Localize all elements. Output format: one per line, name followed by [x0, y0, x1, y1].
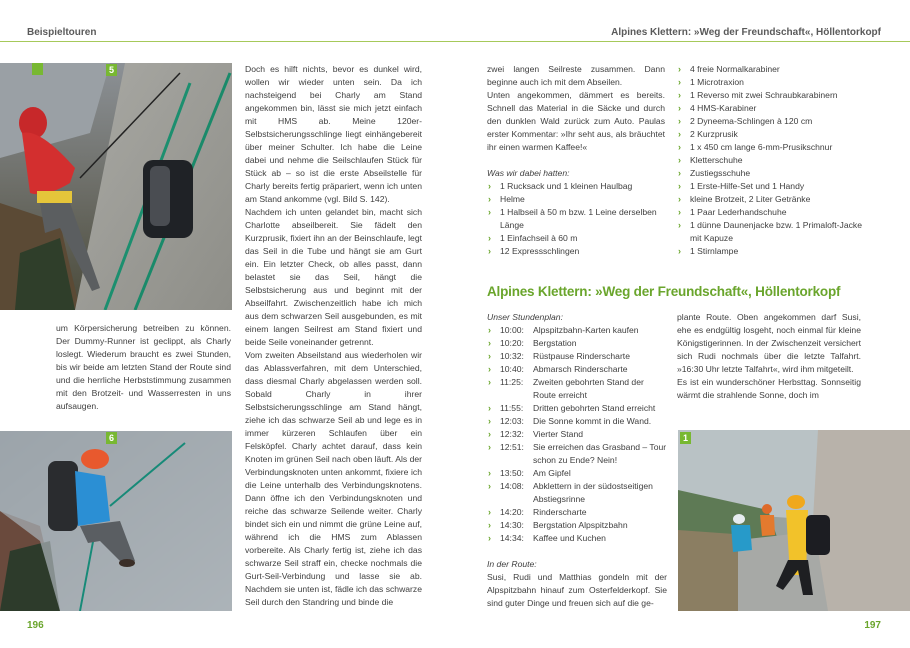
gear-list-part-1 [487, 180, 665, 258]
chevron-right-icon: › [488, 442, 491, 452]
chevron-right-icon: › [678, 181, 681, 191]
chevron-right-icon: › [678, 194, 681, 204]
gear-list-item: › kleine Brotzeit, 2 Liter Getränke [678, 194, 811, 204]
chevron-right-icon: › [488, 207, 491, 217]
body-paragraph: plante Route. Oben angekommen darf Susi, ehe es endgültig losgeht, noch einmal für kleine Königstigerinnen. In der Zwischenzeit versichert sich Rudi nochmals über die letzte Talfahrt. »16:30 Uhr letzte Talfahrt«, wird ihm mitgeteilt. [677, 312, 861, 374]
gear-list-part-2 [677, 63, 862, 258]
body-paragraph: Vom zweiten Abseilstand aus wiederholen wir das Ablassverfahren, mit dem Unterschied, dass diesmal Charly abgelassen werden soll. Sobald Charly in ihrer Selbstsicherungsschlinge am Stand hängt, ziehe ich das schwarze Seil ab und lege es in immer kürzeren Schlaufen über ein Felsköpfel. Charly achtet darauf, dass kein Knoten im grünen Seil nach oben läuft. Als der Verbindungsknoten unten ankommt, fixiere ich die Leine unterhalb des Verbindungsknotens. Dann öffne ich den Verbindungsknoten und reiche das schwarze Seilende weiter. Charly bindet sich ein und nimmt die grüne Leine auf, während ich die HMS zum Ablassen vorbereite. Als Charly fertig ist, ziehe ich das schwarze Seil straff ein, checke nochmals die Gurt-Seil-Verbindung und lasse sie ab. Nachdem sie unten ist, fädle ich das schwarze Seil durch den Standring und binde die [245, 350, 422, 607]
chevron-right-icon: › [488, 468, 491, 478]
gear-list-item: › 1 Rucksack und 1 kleinen Haulbag [488, 181, 633, 191]
chevron-right-icon: › [678, 116, 681, 126]
running-head-right: Alpines Klettern: »Weg der Freundschaft«, Höllentorkopf [611, 27, 881, 38]
schedule-list [487, 324, 667, 545]
right-column-4-lower [677, 311, 861, 402]
chevron-right-icon: › [488, 246, 491, 256]
chevron-right-icon: › [488, 364, 491, 374]
gear-list-item: › 4 HMS-Karabiner [678, 103, 757, 113]
chevron-right-icon: › [678, 129, 681, 139]
chevron-right-icon: › [678, 168, 681, 178]
schedule-heading: Unser Stundenplan: [487, 312, 563, 322]
right-column-4-upper [677, 63, 862, 258]
gear-list-item: › 1 dünne Daunenjacke bzw. 1 Primaloft-Jacke mit Kapuze [678, 220, 862, 243]
body-paragraph: Es ist ein wunderschöner Herbsttag. Sonnseitig wärmt die strahlende Sonne, doch im [677, 377, 861, 400]
photo-image [0, 63, 232, 310]
chevron-right-icon: › [488, 181, 491, 191]
section-title: Alpines Klettern: »Weg der Freundschaft«, Höllentorkopf [487, 284, 841, 299]
chevron-right-icon: › [488, 194, 491, 204]
route-heading: In der Route: [487, 559, 537, 569]
chevron-right-icon: › [488, 325, 491, 335]
photo-climber-red-jacket [0, 63, 232, 310]
gear-list-item: › 1 Paar Lederhandschuhe [678, 207, 787, 217]
header-rule-left [0, 41, 455, 42]
gear-list-item: › 1 Microtraxion [678, 77, 744, 87]
gear-list-item: › 4 freie Normalkarabiner [678, 64, 780, 74]
chevron-right-icon: › [678, 64, 681, 74]
chevron-right-icon: › [488, 520, 491, 530]
right-column-3-upper [487, 63, 665, 258]
chevron-right-icon: › [488, 429, 491, 439]
header-rule-right [455, 41, 910, 42]
chevron-right-icon: › [678, 220, 681, 230]
gear-list-item: › 1 Erste-Hilfe-Set und 1 Handy [678, 181, 805, 191]
schedule-item: › 14:20: Rinderscharte [488, 507, 587, 517]
photo-image [678, 430, 910, 611]
schedule-item: › 11:25: Zweiten gebohrten Stand der Route erreicht [488, 377, 644, 400]
body-paragraph: um Körpersicherung betreiben zu können. Der Dummy-Runner ist geclippt, als Charly loslegt. Wiederum braucht es zwei Stunden, bis wir beide am letzten Stand der Route sind und die herrliche Herbststimmung zusammen mit den Brotzeit- und Wasserresten in uns aufsaugen. [56, 323, 231, 411]
chevron-right-icon: › [488, 351, 491, 361]
schedule-item: › 10:20: Bergstation [488, 338, 577, 348]
schedule-item: › 12:32: Vierter Stand [488, 429, 584, 439]
schedule-item: › 14:08: Abklettern in der südostseitigen Abstiegsrinne [488, 481, 653, 504]
chevron-right-icon: › [488, 507, 491, 517]
gear-list-item: › 1 x 450 cm lange 6-mm-Prusikschnur [678, 142, 833, 152]
chevron-right-icon: › [488, 403, 491, 413]
gear-list-item: › Kletterschuhe [678, 155, 743, 165]
schedule-item: › 11:55: Dritten gebohrten Stand erreicht [488, 403, 656, 413]
chevron-right-icon: › [488, 416, 491, 426]
body-paragraph: Nachdem ich unten gelandet bin, macht sich Charlotte abseilbereit. Sie fädelt den Kurzprusik, fixiert ihn an der Beinschlaufe, legt das Seil in die Tube und hängt sie am Gurt ein. Ein letzter Check, ob alles passt, dann belastet sie das Seil, hängt die Selbstsicherung aus und beginnt mit der Abseilfahrt. Zwischenzeitlich habe ich mich aus dem schwarzen Seil ausgebunden, es mit einem langen Seilrest am Stand fixiert und beide Seile voneinander getrennt. [245, 207, 422, 347]
chevron-right-icon: › [488, 533, 491, 543]
schedule-item: › 10:40: Abmarsch Rinderscharte [488, 364, 628, 374]
body-paragraph: zwei langen Seilreste zusammen. Dann beginne auch ich mit dem Abseilen. [487, 64, 665, 87]
schedule-item: › 10:00: Alpspitzbahn-Karten kaufen [488, 325, 639, 335]
running-head-left: Beispieltouren [27, 27, 97, 38]
page-number-left: 196 [27, 620, 44, 631]
schedule-block [487, 311, 667, 610]
page-number-right: 197 [864, 620, 881, 631]
gear-list-item: › 2 Kurzprusik [678, 129, 738, 139]
left-column-2-text [245, 63, 422, 609]
photo-number-badge: 5 [106, 64, 117, 76]
schedule-item: › 13:50: Am Gipfel [488, 468, 571, 478]
gear-list-item: › 1 Stirnlampe [678, 246, 739, 256]
gear-list-item: › 1 Reverso mit zwei Schraubkarabinern [678, 90, 838, 100]
chevron-right-icon: › [678, 207, 681, 217]
chevron-right-icon: › [678, 77, 681, 87]
schedule-item: › 12:51: Sie erreichen das Grasband – Tour schon zu Ende? Nein! [488, 442, 667, 465]
schedule-item: › 10:32: Rüstpause Rinderscharte [488, 351, 630, 361]
chevron-right-icon: › [678, 103, 681, 113]
gear-list-item: › Helme [488, 194, 525, 204]
gear-list-item: › 12 Expressschlingen [488, 246, 580, 256]
photo-number-badge: 6 [106, 432, 117, 444]
schedule-item: › 14:30: Bergstation Alpspitzbahn [488, 520, 628, 530]
photo-number-badge: 1 [680, 432, 691, 444]
body-paragraph: Unten angekommen, dämmert es bereits. Schnell das Material in die Säcke und durch den dunklen Wald zurück zum Auto. Paulas erster Kommentar: »Ihr seht aus, als bräuchtet ihr einen warmen Kaffee!« [487, 90, 665, 152]
body-paragraph: Doch es hilft nichts, bevor es dunkel wird, wollen wir wieder unten sein. Da ich nachsteigend bei Charly am Stand angekommen bin, lässt sie mich jetzt einfach mit HMS ab. Meine 120er-Selbstsicherungsschlinge liegt einhängebereit über meiner Schulter. Ich habe die Leine dabei und nehme die Seilschlaufen Stück für Stück ab – so ist die erste Abseilstelle für Charly bereits fertig präpariert, wenn ich unten am Stand ankomme (vgl. Bild S. 142). [245, 64, 422, 204]
body-paragraph: Susi, Rudi und Matthias gondeln mit der Alpspitzbahn hinauf zum Osterfelderkopf. Sie sind guter Dinge und freuen sich auf die ge- [487, 572, 667, 608]
chevron-right-icon: › [678, 155, 681, 165]
chevron-right-icon: › [678, 246, 681, 256]
schedule-item: › 12:03: Die Sonne kommt in die Wand. [488, 416, 652, 426]
chevron-right-icon: › [678, 142, 681, 152]
gear-list-item: › 2 Dyneema-Schlingen à 120 cm [678, 116, 813, 126]
gear-list-heading: Was wir dabei hatten: [487, 168, 570, 178]
photo-image [0, 431, 232, 611]
photo-climber-abseiling [0, 431, 232, 611]
chevron-right-icon: › [488, 233, 491, 243]
gear-list-item: › 1 Einfachseil à 60 m [488, 233, 578, 243]
left-column-1-text [56, 322, 231, 413]
chevron-right-icon: › [488, 377, 491, 387]
photo-hikers-gully [678, 430, 910, 611]
chevron-right-icon: › [488, 481, 491, 491]
gear-list-item: › 1 Halbseil à 50 m bzw. 1 Leine derselben Länge [488, 207, 657, 230]
chevron-right-icon: › [678, 90, 681, 100]
gear-list-item: › Zustiegsschuhe [678, 168, 751, 178]
chevron-right-icon: › [488, 338, 491, 348]
schedule-item: › 14:34: Kaffee und Kuchen [488, 533, 606, 543]
